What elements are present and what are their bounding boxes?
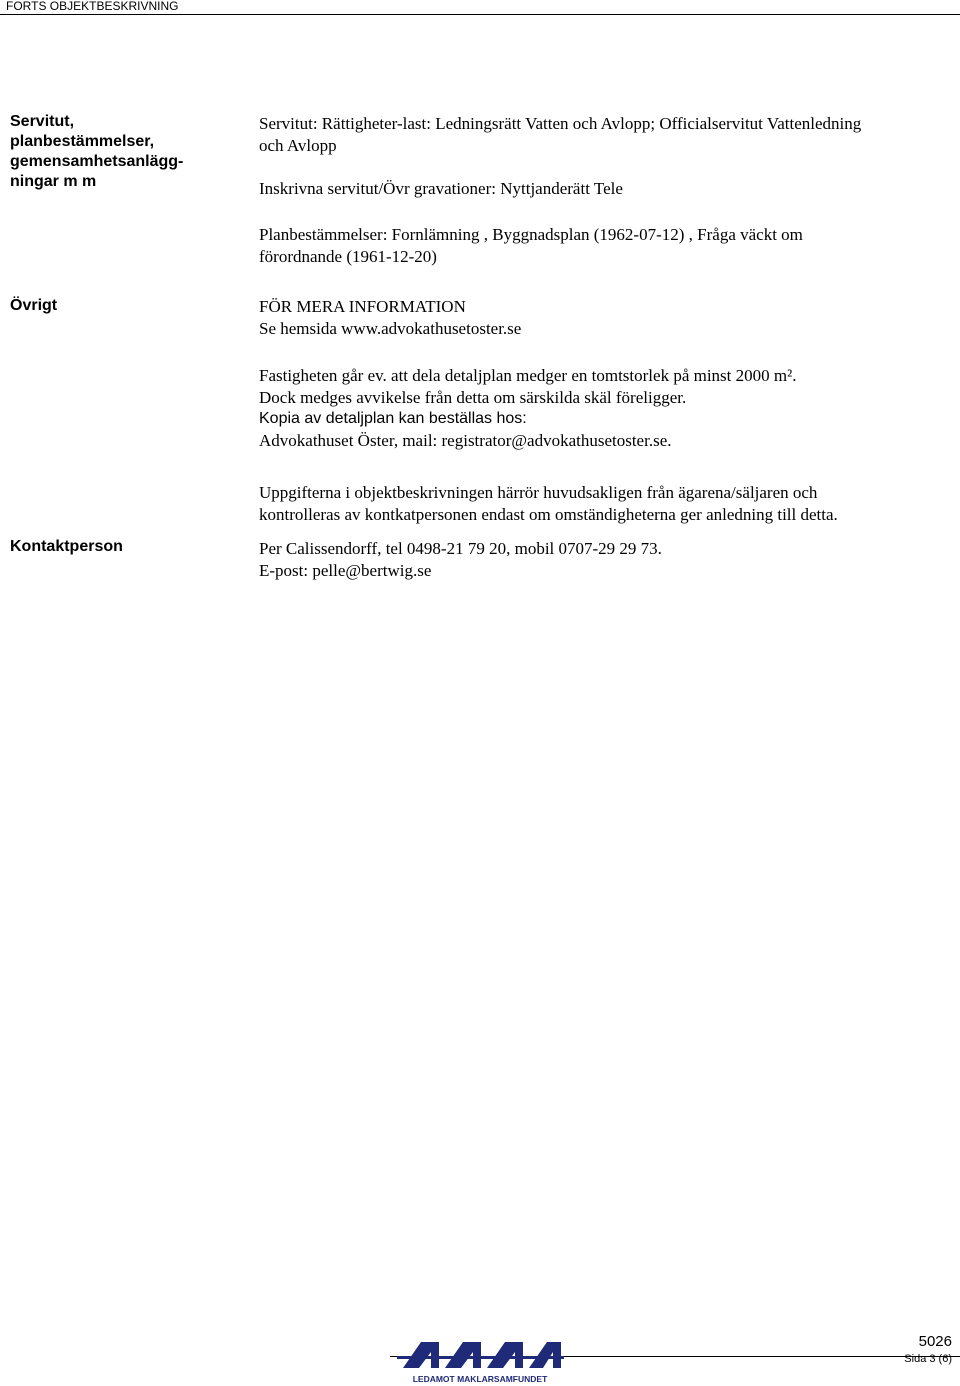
text-line: Se hemsida www.advokathusetoster.se <box>259 318 522 338</box>
more-info-paragraph <box>259 296 954 339</box>
servitut-label-line: planbestämmelser, <box>10 133 155 150</box>
text-line: Dock medges avvikelse från detta om särskilda skäl föreligger. <box>259 387 687 407</box>
servitut-label <box>10 112 183 192</box>
text-line: Planbestämmelser: Fornlämning , Byggnadsplan (1962-07-12) , Fråga väckt om <box>259 225 803 244</box>
text-line: Advokathuset Öster, mail: registrator@advokathusetoster.se. <box>259 430 672 450</box>
text-line: Uppgifterna i objektbeskrivningen härrör huvudsakligen från ägarena/säljaren och <box>259 483 818 502</box>
logo-text: LEDAMOT MAKLARSAMFUNDET <box>412 1374 548 1384</box>
text-line: FÖR MERA INFORMATION <box>259 297 466 316</box>
planbestammelser-paragraph <box>259 224 954 267</box>
text-line: förordnande (1961-12-20) <box>259 246 437 266</box>
text-line: kontrolleras av kontkatpersonen endast om omständigheterna ger anledning till detta. <box>259 504 838 524</box>
kontaktperson-label: Kontaktperson <box>10 538 123 555</box>
text-line: E-post: pelle@bertwig.se <box>259 560 432 580</box>
servitut-rights-paragraph <box>259 113 954 156</box>
page-header-title: FORTS OBJEKTBESKRIVNING <box>6 0 179 13</box>
text-line: Fastigheten går ev. att dela detaljplan medger en tomtstorlek på minst 2000 m². <box>259 366 797 385</box>
text-line: Kopia av detaljplan kan beställas hos: <box>259 410 527 427</box>
ovrigt-label: Övrigt <box>10 297 58 314</box>
servitut-label-line: ningar m m <box>10 173 97 190</box>
page-code: 5026 <box>918 1333 952 1350</box>
contact-paragraph <box>259 538 954 581</box>
detaljplan-paragraph <box>259 365 954 451</box>
text-line: och Avlopp <box>259 135 337 155</box>
header-divider <box>0 14 960 15</box>
servitut-label-line: Servitut, <box>10 113 75 130</box>
text-line: Inskrivna servitut/Övr gravationer: Nyttjanderätt Tele <box>259 179 623 198</box>
maklarsamfundet-logo-icon <box>393 1338 568 1386</box>
servitut-inskrivna-paragraph <box>259 178 954 200</box>
text-line: Per Calissendorff, tel 0498-21 79 20, mobil 0707-29 29 73. <box>259 539 662 558</box>
disclaimer-paragraph <box>259 482 954 525</box>
servitut-label-line: gemensamhetsanlägg- <box>10 153 184 170</box>
text-line: Servitut: Rättigheter-last: Ledningsrätt Vatten och Avlopp; Officialservitut Vattenledning <box>259 114 862 133</box>
page-number: Sida 3 (6) <box>904 1353 952 1365</box>
